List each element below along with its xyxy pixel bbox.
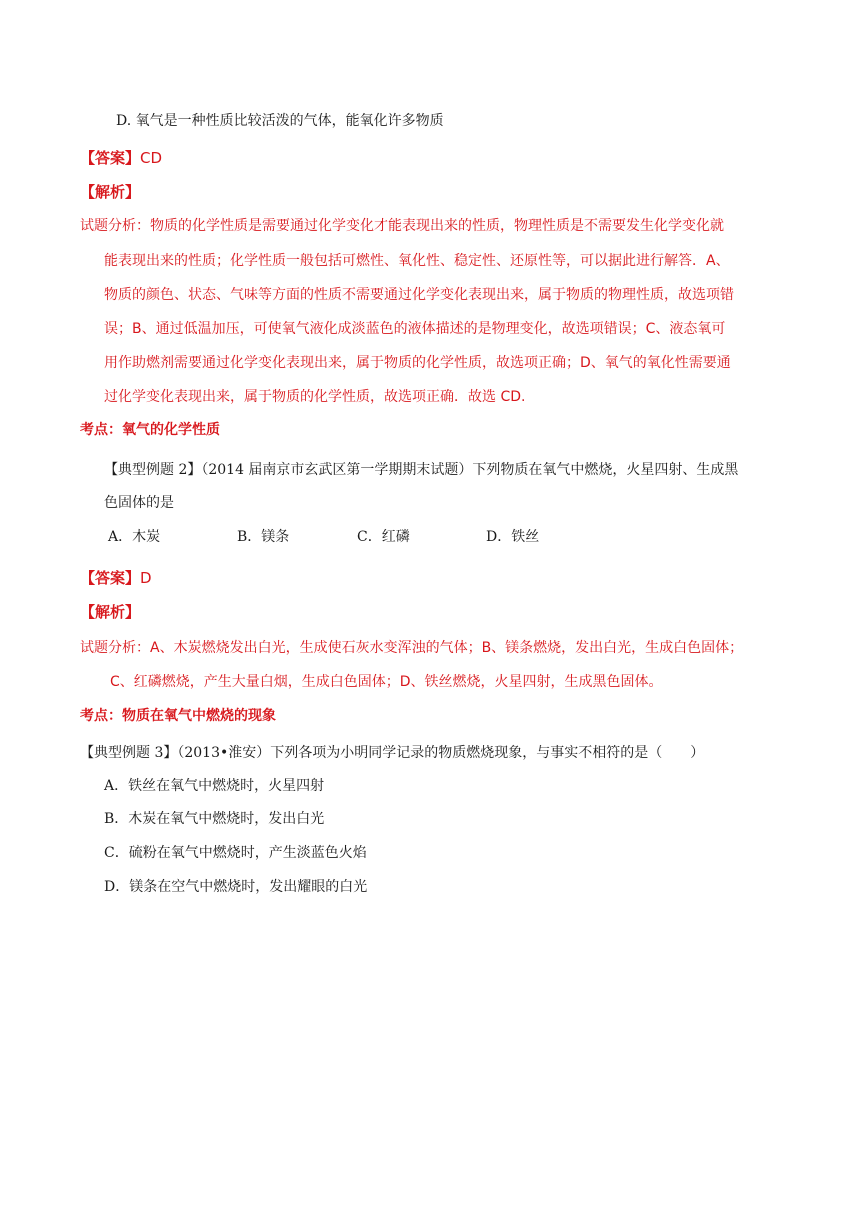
answer-label: 【答案】 [80, 569, 141, 587]
q3-option-d: D．镁条在空气中燃烧时，发出耀眼的白光 [104, 879, 368, 895]
q1-option-d: D. 氧气是一种性质比较活泼的气体，能氧化许多物质 [116, 113, 444, 129]
q3-option-a: A．铁丝在氧气中燃烧时，火星四射 [104, 778, 325, 794]
q1-kaodian: 考点：氧气的化学性质 [80, 422, 220, 438]
q1-analysis-label: 【解析】 [80, 183, 141, 201]
q2-stem-line-1: 【典型例题 2】（2014 届南京市玄武区第一学期期末试题）下列物质在氧气中燃烧，火星四射、生成黑 [104, 462, 739, 478]
answer-label: 【答案】 [80, 149, 141, 167]
q1-analysis-line-4: 误；B、通过低温加压，可使氧气液化成淡蓝色的液体描述的是物理变化，故选项错误；C、液态氧可 [104, 321, 726, 337]
q2-option-b: B．镁条 [237, 529, 290, 545]
q1-analysis-line-5: 用作助燃剂需要通过化学变化表现出来，属于物质的化学性质，故选项正确；D、氧气的氧化性需要通 [104, 355, 731, 371]
q1-analysis-line-2: 能表现出来的性质；化学性质一般包括可燃性、氧化性、稳定性、还原性等，可以据此进行解答．A、 [104, 253, 730, 269]
q1-analysis-line-3: 物质的颜色、状态、气味等方面的性质不需要通过化学变化表现出来，属于物质的物理性质，故选项错 [104, 287, 734, 303]
q1-analysis-line-1: 试题分析：物质的化学性质是需要通过化学变化才能表现出来的性质，物理性质是不需要发生化学变化就 [80, 218, 724, 234]
q2-option-c: C．红磷 [357, 529, 410, 545]
answer-value: D [140, 569, 152, 587]
q1-answer [80, 148, 162, 168]
q2-option-a: A．木炭 [108, 529, 161, 545]
q1-analysis-line-6: 过化学变化表现出来，属于物质的化学性质，故选项正确．故选 CD. [104, 389, 526, 405]
q3-option-b: B．木炭在氧气中燃烧时，发出白光 [104, 811, 325, 827]
q3-stem: 【典型例题 3】（2013•淮安）下列各项为小明同学记录的物质燃烧现象，与事实不相符的是（ ） [80, 745, 705, 761]
q2-analysis-line-1: 试题分析：A、木炭燃烧发出白光，生成使石灰水变浑浊的气体；B、镁条燃烧，发出白光，生成白色固体； [80, 640, 744, 656]
q2-stem-line-2: 色固体的是 [104, 495, 174, 511]
q2-option-d: D．铁丝 [486, 529, 540, 545]
q2-answer [80, 568, 152, 588]
q3-option-c: C．硫粉在氧气中燃烧时，产生淡蓝色火焰 [104, 845, 367, 861]
q2-analysis-label: 【解析】 [80, 603, 141, 621]
q2-kaodian: 考点：物质在氧气中燃烧的现象 [80, 708, 276, 724]
q2-analysis-line-2: C、红磷燃烧，产生大量白烟，生成白色固体；D、铁丝燃烧，火星四射，生成黑色固体。 [110, 674, 663, 690]
answer-value: CD [140, 149, 163, 167]
